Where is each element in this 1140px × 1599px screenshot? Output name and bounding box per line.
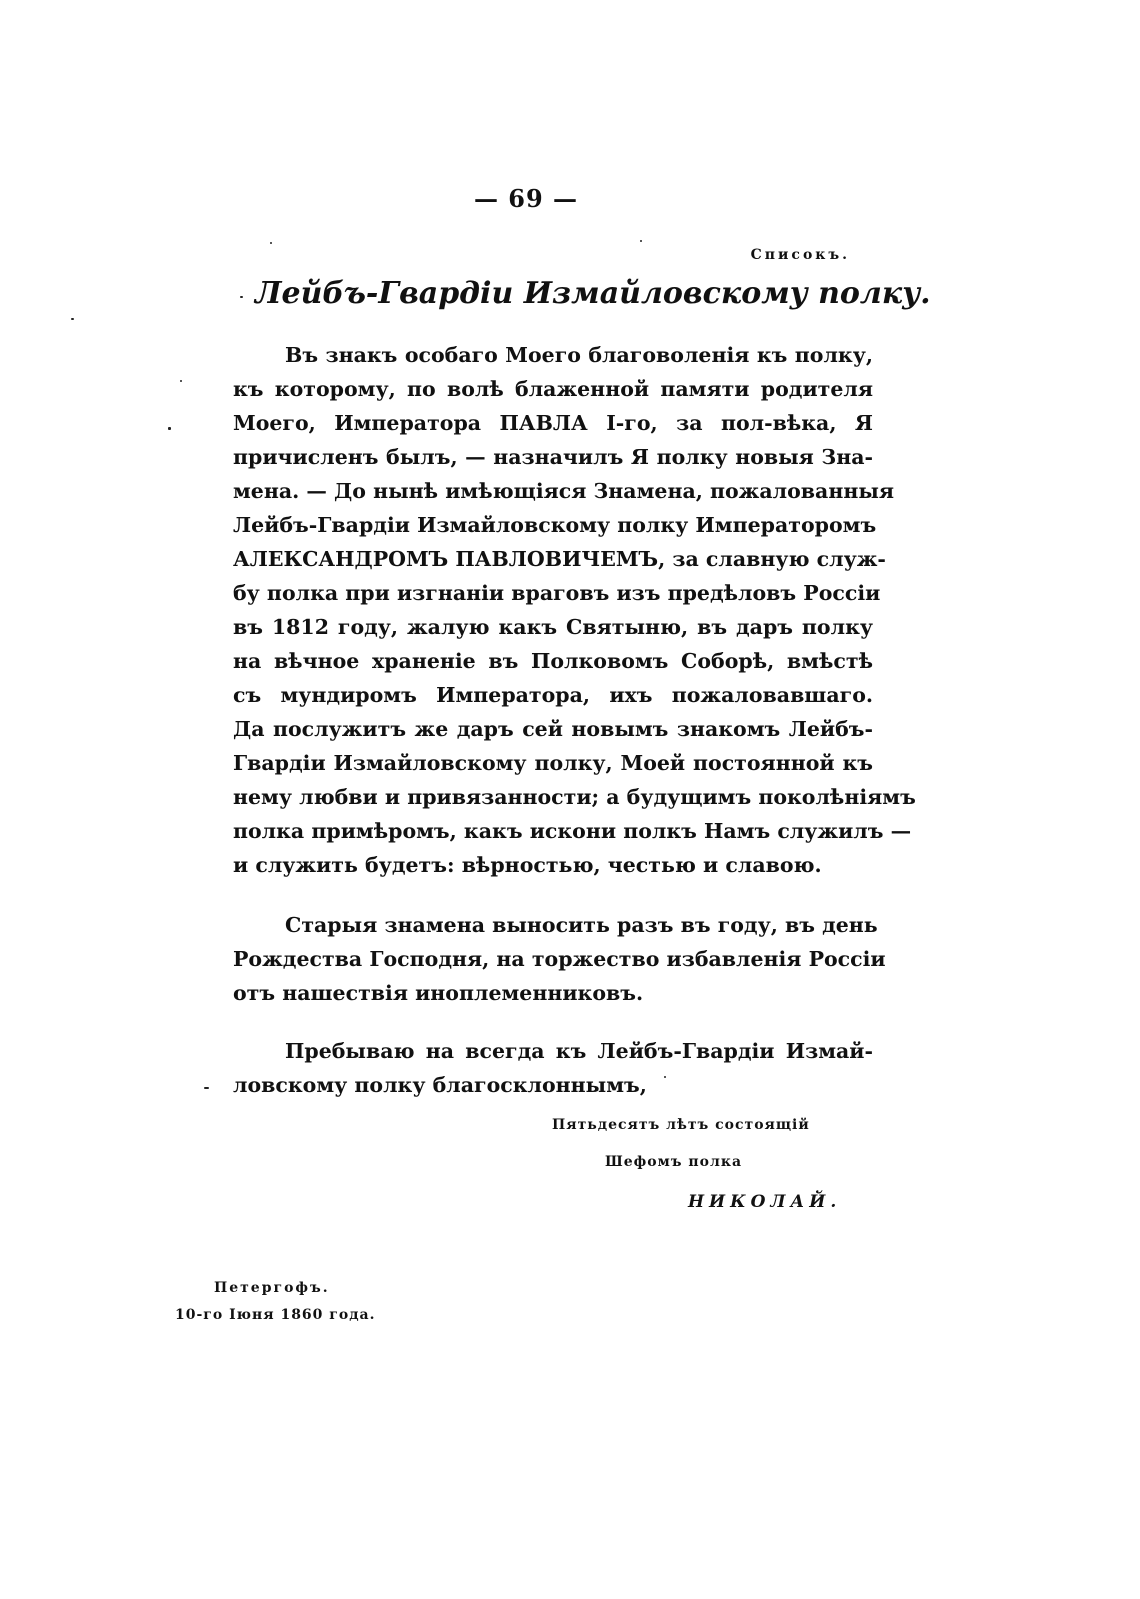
text-line: полка примѣромъ, какъ искони полкъ Намъ служилъ —: [233, 819, 912, 843]
text-line: Моего, Императора ПАВЛА I-го, за пол-вѣка, Я: [233, 411, 873, 435]
scan-speck: [204, 1087, 209, 1089]
text-line: и служить будетъ: вѣрностью, честью и славою.: [233, 853, 822, 877]
text-line: отъ нашествія иноплеменниковъ.: [233, 981, 644, 1005]
signature-line-2: Шефомъ полка: [605, 1154, 743, 1170]
text-line: Старыя знамена выносить разъ въ году, въ день: [285, 913, 878, 937]
scan-speck: [240, 296, 243, 298]
text-line: ловскому полку благосклоннымъ,: [233, 1073, 647, 1097]
scan-speck: [168, 427, 171, 430]
paragraph-closing: [233, 1034, 873, 1102]
copy-label: Списокъ.: [750, 247, 850, 263]
document-title: Лейбъ-Гвардіи Измайловскому полку.: [255, 276, 931, 311]
text-line: Гвардіи Измайловскому полку, Моей постоянной къ: [233, 751, 873, 775]
paragraph-decree: [233, 338, 916, 882]
scan-speck: [71, 318, 74, 320]
text-line: Рождества Господня, на торжество избавленія Россіи: [233, 947, 886, 971]
text-line: къ которому, по волѣ блаженной памяти родителя: [233, 377, 873, 401]
page-number: — 69 —: [473, 184, 579, 213]
text-line: Да послужитъ же даръ сей новымъ знакомъ Лейбъ-: [233, 717, 873, 741]
text-line: нему любви и привязанности; а будущимъ поколѣніямъ: [233, 785, 916, 809]
scan-speck: [664, 1076, 666, 1078]
scan-speck: [180, 380, 182, 382]
text-line: Лейбъ-Гвардіи Измайловскому полку Императоромъ: [233, 513, 877, 537]
text-line: на вѣчное храненіе въ Полковомъ Соборѣ, вмѣстѣ: [233, 649, 873, 673]
footer-date: 10-го Іюня 1860 года.: [175, 1307, 376, 1323]
scan-speck: [640, 240, 642, 242]
text-line: въ 1812 году, жалую какъ Святыню, въ даръ полку: [233, 615, 873, 639]
text-line: бу полка при изгнаніи враговъ изъ предѣловъ Россіи: [233, 581, 881, 605]
text-line: Пребываю на всегда къ Лейбъ-Гвардіи Измай-: [285, 1039, 873, 1063]
text-line: съ мундиромъ Императора, ихъ пожаловавшаго.: [233, 683, 873, 707]
signature-line-1: Пятьдесятъ лѣтъ состоящій: [552, 1117, 810, 1133]
signature-name: НИКОЛАЙ.: [688, 1192, 842, 1212]
text-line: причисленъ былъ, — назначилъ Я полку новыя Зна-: [233, 445, 873, 469]
paragraph-old-banners: [233, 908, 886, 1010]
text-line: АЛЕКСАНДРОМЪ ПАВЛОВИЧЕМЪ, за славную служ-: [233, 547, 886, 571]
footer-place: Петергофъ.: [214, 1280, 330, 1296]
text-line: Въ знакъ особаго Моего благоволенія къ полку,: [285, 343, 873, 367]
text-line: мена. — До нынѣ имѣющіяся Знамена, пожалованныя: [233, 479, 895, 503]
scan-speck: [270, 242, 272, 244]
